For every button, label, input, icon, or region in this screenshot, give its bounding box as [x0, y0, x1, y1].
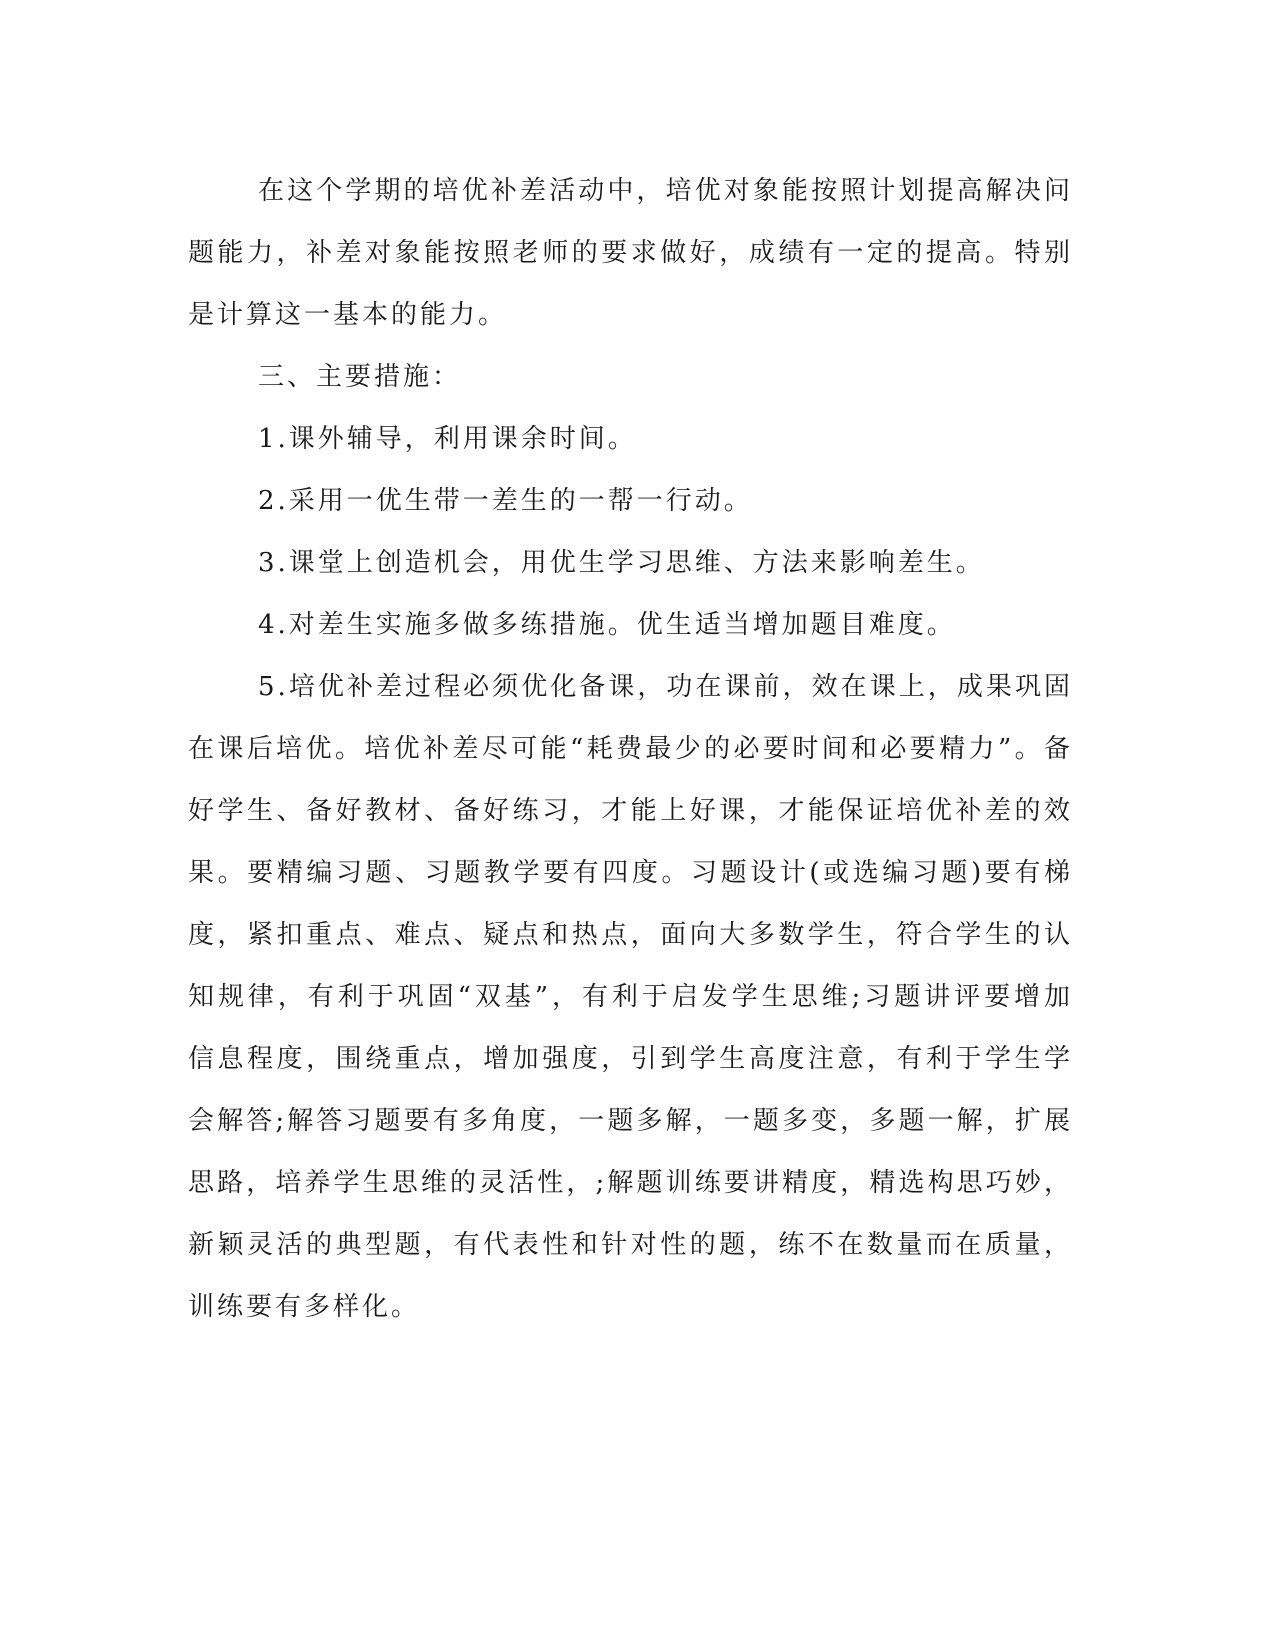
measure-item-3: 3.课堂上创造机会，用优生学习思维、方法来影响差生。 — [258, 548, 985, 578]
measure-item-1: 1.课外辅导，利用课余时间。 — [258, 424, 637, 454]
measure-item-4: 4.对差生实施多做多练措施。优生适当增加题目难度。 — [258, 610, 956, 640]
document-body — [188, 160, 1073, 1338]
paragraph-intro: 在这个学期的培优补差活动中，培优对象能按照计划提高解决问题能力，补差对象能按照老师的要求做好，成绩有一定的提高。特别是计算这一基本的能力。 — [188, 176, 1073, 330]
measure-item-5: 5.培优补差过程必须优化备课，功在课前，效在课上，成果巩固在课后培优。培优补差尽可能“耗费最少的必要时间和必要精力”。备好学生、备好教材、备好练习，才能上好课，才能保证培优补差的效果。要精编习题、习题教学要有四度。习题设计(或选编习题)要有梯度，紧扣重点、难点、疑点和热点，面向大多数学生，符合学生的认知规律，有利于巩固“双基”，有利于启发学生思维;习题讲评要增加信息程度，围绕重点，增加强度，引到学生高度注意，有利于学生学会解答;解答习题要有多角度，一题多解，一题多变，多题一解，扩展思路，培养学生思维的灵活性，;解题训练要讲精度，精选构思巧妙，新颖灵活的典型题，有代表性和针对性的题，练不在数量而在质量，训练要有多样化。 — [188, 672, 1073, 1322]
section-heading-measures: 三、主要措施： — [258, 362, 462, 392]
measure-item-2: 2.采用一优生带一差生的一帮一行动。 — [258, 486, 753, 516]
